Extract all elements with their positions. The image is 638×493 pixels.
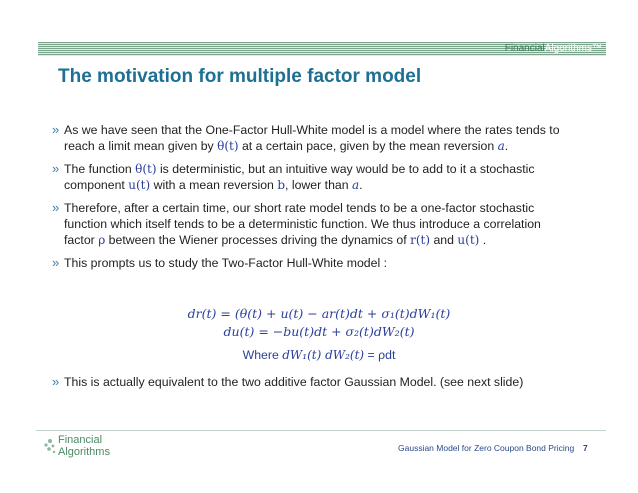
bullet-5 (52, 374, 612, 397)
r-of-t: r(t) (410, 233, 431, 247)
theta-of-t: θ(t) (135, 162, 157, 176)
bullet-3-line1: Therefore, after a certain time, our short rate model tends to be a one-factor stochastic (64, 201, 535, 215)
where-label: Where (242, 348, 279, 362)
bullet-marker: » (52, 374, 60, 389)
symbol-rho: ρ (98, 233, 106, 247)
bullet-4 (52, 255, 597, 271)
where-expression: dW₁(t) dW₂(t) (282, 348, 365, 362)
symbol-b: b (277, 178, 286, 192)
bullet-list (52, 122, 597, 278)
symbol-a: a (352, 178, 360, 192)
slide-title: The motivation for multiple factor model (58, 66, 422, 87)
bullet-3-line3-end: . (482, 233, 487, 247)
bullet-3-line2: function which itself tends to be a deterministic function. We thus introduce a correlation (64, 217, 541, 231)
equation-2: du(t) = −bu(t)dt + σ₂(t)dW₂(t) (223, 324, 415, 339)
bullet-2-mid: is deterministic, but an intuitive way would be to add to it a stochastic (159, 162, 535, 176)
bullet-2 (52, 161, 597, 193)
page-number: 7 (583, 443, 588, 453)
bullet-3-line3-mid: between the Wiener processes driving the dynamics of (108, 233, 407, 247)
footer-logo-text (58, 434, 110, 458)
where-equals: = ρdt (367, 348, 396, 362)
bullet-marker: » (52, 200, 60, 215)
bullet-3-line3-pre: factor (64, 233, 95, 247)
equation-1: dr(t) = (θ(t) + u(t) − ar(t)dt + σ₁(t)dW₁(t) (187, 306, 451, 321)
bullet-1-line2-end: . (504, 139, 509, 153)
bullet-1-line1: As we have seen that the One-Factor Hull-White model is a model where the rates tends to (64, 123, 560, 137)
bullet-5-text: This is actually equivalent to the two additive factor Gaussian Model. (see next slide) (64, 375, 524, 389)
header-brand (505, 43, 602, 55)
logo-line1: Financial (58, 434, 103, 446)
bullet-1-line2-mid: at a certain pace, given by the mean reversion (241, 139, 495, 153)
bullet-5-row (52, 374, 612, 390)
bullet-marker: » (52, 161, 60, 176)
footer-divider (36, 430, 606, 431)
theta-of-t: θ(t) (217, 139, 239, 153)
bullet-4-text: This prompts us to study the Two-Factor Hull-White model : (64, 256, 388, 270)
bullet-1 (52, 122, 597, 154)
header-brand-part1: Financial (504, 43, 545, 54)
bullet-2-line2-pre: component (64, 178, 125, 192)
u-of-t: u(t) (128, 178, 151, 192)
bullet-2-line2-end: . (359, 178, 363, 192)
bullet-marker: » (52, 122, 60, 137)
logo-line2: Algorithms (58, 446, 110, 458)
header-brand-part2: Algorithms™ (544, 43, 602, 54)
bullet-marker: » (52, 255, 60, 270)
bullet-3-and: and (433, 233, 454, 247)
footer-reference: Gaussian Model for Zero Coupon Bond Pricing (398, 443, 575, 453)
bullet-3 (52, 200, 597, 248)
bullet-2-pre: The function (64, 162, 132, 176)
where-clause (0, 348, 638, 362)
u-of-t: u(t) (457, 233, 480, 247)
bullet-2-line2-mid: with a mean reversion (153, 178, 274, 192)
bullet-1-line2-pre: reach a limit mean given by (64, 139, 214, 153)
bullet-2-line2-mid2: , lower than (285, 178, 349, 192)
symbol-a: a (497, 139, 505, 153)
